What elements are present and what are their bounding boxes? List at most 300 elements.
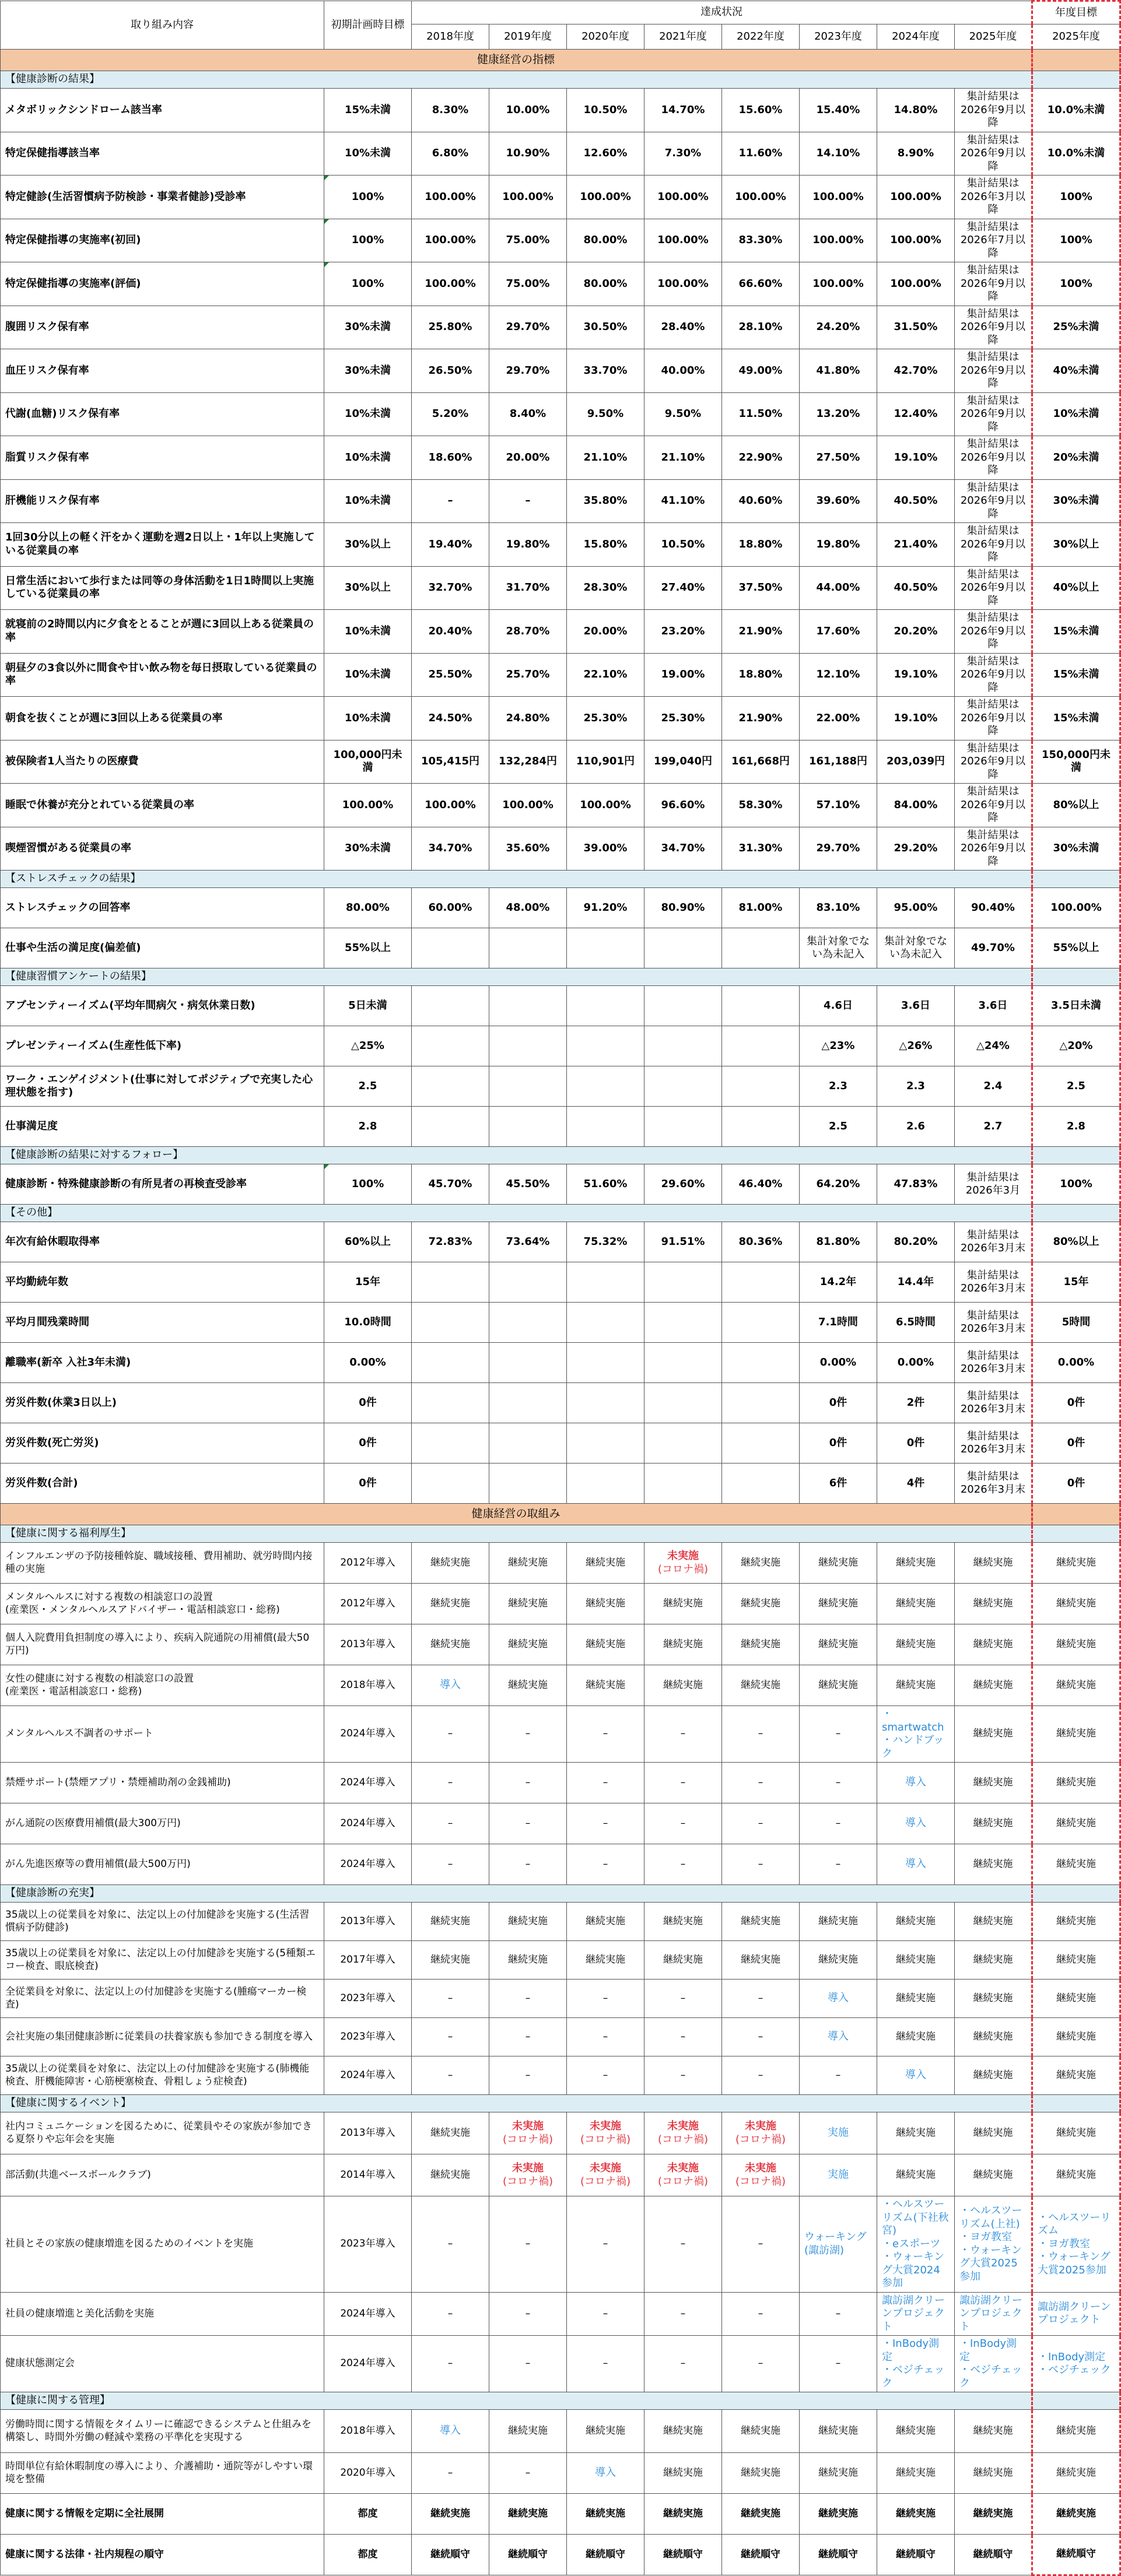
section-initiatives-target-col — [1032, 1504, 1120, 1525]
year-header-2018年度: 2018年度 — [412, 24, 489, 50]
value-2018年度: 継続実施 — [412, 2154, 489, 2196]
value-2019年度: – — [489, 2018, 567, 2056]
value-2019年度: 75.00% — [489, 219, 567, 262]
value-2020年度: 導入 — [567, 2453, 644, 2494]
value-2025年度: 継続実施 — [955, 1803, 1032, 1844]
indicator-group-title — [1, 1147, 1120, 1164]
value-2023年度: 継続実施 — [800, 2410, 877, 2453]
value-2020年度: 継続実施 — [567, 1584, 644, 1624]
value-2023年度: 19.80% — [800, 523, 877, 567]
row-label: メタボリックシンドローム該当率 — [1, 89, 324, 132]
value-2023年度: 集計対象でない為未記入 — [800, 928, 877, 968]
value-2025年度: 継続実施 — [955, 2410, 1032, 2453]
table-row — [1, 784, 1120, 827]
row-label: インフルエンザの予防接種斡旋、職域接種、費用補助、就労時間内接種の実施 — [1, 1543, 324, 1584]
value-2022年度: 37.50% — [722, 566, 800, 610]
value-2018年度: – — [412, 1844, 489, 1885]
value-2025年度: 継続実施 — [955, 1941, 1032, 1980]
value-2020年度: 25.30% — [567, 697, 644, 740]
indicator-group-title-target-col — [1032, 968, 1120, 986]
value-2022年度: 58.30% — [722, 784, 800, 827]
value-2019年度: 継続実施 — [489, 1624, 567, 1665]
value-2022年度: 18.80% — [722, 523, 800, 567]
value-2023年度: – — [800, 1803, 877, 1844]
table-row — [1, 2535, 1120, 2575]
value-2024年度: ・smartwatch ・ハンドブック — [877, 1706, 955, 1763]
value-2022年度: 継続実施 — [722, 1624, 800, 1665]
value-2021年度: – — [644, 2336, 722, 2392]
value-2025年度: 継続実施 — [955, 2018, 1032, 2056]
not-implemented-reason: (コロナ禍) — [735, 2133, 786, 2146]
header-achievement: 達成状況 — [412, 1, 1032, 24]
value-2023年度: 実施 — [800, 2112, 877, 2154]
row-label: 35歳以上の従業員を対象に、法定以上の付加健診を実施する(肺機能検査、肝機能障害・心筋梗塞検査、骨粗しょう症検査) — [1, 2056, 324, 2095]
value-2018年度: 継続実施 — [412, 1903, 489, 1941]
row-annual-target: ・InBody測定 ・ベジチェック — [1032, 2336, 1120, 2392]
row-start-year: 2018年導入 — [324, 2410, 412, 2453]
value-2023年度: 6件 — [800, 1464, 877, 1504]
value-2020年度: 10.50% — [567, 89, 644, 132]
table-row — [1, 523, 1120, 567]
row-start-year: 2014年導入 — [324, 2154, 412, 2196]
row-initial-target: 30%未満 — [324, 349, 412, 393]
value-2025年度: 継続実施 — [955, 2112, 1032, 2154]
row-label: 肝機能リスク保有率 — [1, 479, 324, 523]
not-implemented-reason: (コロナ禍) — [580, 2133, 631, 2146]
year-header-2019年度: 2019年度 — [489, 24, 567, 50]
value-2024年度: 203,039円 — [877, 740, 955, 784]
value-2023年度: 継続実施 — [800, 1665, 877, 1706]
table-row — [1, 176, 1120, 219]
value-2024年度: 継続実施 — [877, 1624, 955, 1665]
value-2021年度: – — [644, 2056, 722, 2095]
table-row — [1, 1706, 1120, 1763]
value-2024年度: 導入 — [877, 1803, 955, 1844]
value-2025年度: 集計結果は 2026年3月末 — [955, 1383, 1032, 1423]
value-2024年度: 40.50% — [877, 566, 955, 610]
value-2023年度: 100.00% — [800, 262, 877, 306]
row-annual-target: 15%未満 — [1032, 697, 1120, 740]
value-2025年度: 49.70% — [955, 928, 1032, 968]
value-2018年度 — [412, 1423, 489, 1464]
value-2018年度: – — [412, 2018, 489, 2056]
value-2023年度: 継続実施 — [800, 2494, 877, 2535]
value-2020年度: – — [567, 1803, 644, 1844]
table-row — [1, 1222, 1120, 1262]
value-2021年度: 100.00% — [644, 262, 722, 306]
value-2022年度: – — [722, 2018, 800, 2056]
not-implemented-text: 未実施 — [512, 2162, 544, 2174]
table-row — [1, 1665, 1120, 1706]
value-2021年度: – — [644, 2196, 722, 2293]
value-2025年度: 継続順守 — [955, 2535, 1032, 2575]
row-label: 離職率(新卒 入社3年未満) — [1, 1343, 324, 1383]
initiative-group-title-label: 【健康診断の充実】 — [1, 1885, 1032, 1903]
value-2019年度: 継続実施 — [489, 2494, 567, 2535]
row-annual-target: 継続実施 — [1032, 2453, 1120, 2494]
value-2018年度: 継続順守 — [412, 2535, 489, 2575]
value-2019年度: 132,284円 — [489, 740, 567, 784]
not-implemented-reason: (コロナ禍) — [657, 2133, 709, 2146]
table-row — [1, 928, 1120, 968]
value-2025年度: 継続実施 — [955, 1706, 1032, 1763]
section-indicators — [1, 50, 1120, 71]
value-2025年度: 集計結果は 2026年7月以降 — [955, 219, 1032, 262]
value-2023年度: 24.20% — [800, 306, 877, 349]
value-2022年度: – — [722, 2196, 800, 2293]
value-2021年度 — [644, 1543, 722, 1584]
value-2022年度: 11.60% — [722, 132, 800, 176]
value-2024年度: 95.00% — [877, 888, 955, 928]
row-initial-target: 100,000円未満 — [324, 740, 412, 784]
value-2025年度: 集計結果は 2026年3月末 — [955, 1343, 1032, 1383]
row-annual-target: 20%未満 — [1032, 436, 1120, 480]
value-2020年度: 39.00% — [567, 827, 644, 871]
initiative-group-title-label: 【健康に関する福利厚生】 — [1, 1525, 1032, 1543]
value-2024年度: ・ヘルスツーリズム(下社秋宮) ・eスポーツ ・ウォーキング大賞2024参加 — [877, 2196, 955, 2293]
value-2025年度: 集計結果は 2026年9月以降 — [955, 523, 1032, 567]
value-2021年度: 27.40% — [644, 566, 722, 610]
value-2018年度: 100.00% — [412, 262, 489, 306]
value-2018年度: – — [412, 2336, 489, 2392]
row-label: 労災件数(休業3日以上) — [1, 1383, 324, 1423]
value-2025年度: 90.40% — [955, 888, 1032, 928]
row-start-year: 2017年導入 — [324, 1941, 412, 1980]
row-annual-target: 継続実施 — [1032, 1763, 1120, 1803]
value-2018年度: – — [412, 2056, 489, 2095]
value-2022年度: 66.60% — [722, 262, 800, 306]
value-2025年度: 集計結果は 2026年9月以降 — [955, 436, 1032, 480]
value-2020年度: – — [567, 2292, 644, 2336]
row-annual-target: 3.5日未満 — [1032, 986, 1120, 1026]
value-2021年度: 継続実施 — [644, 1941, 722, 1980]
row-annual-target: 継続実施 — [1032, 1980, 1120, 2018]
row-initial-target: 2.5 — [324, 1066, 412, 1107]
value-2018年度: – — [412, 1763, 489, 1803]
value-2022年度: 11.50% — [722, 392, 800, 436]
value-2025年度: 集計結果は 2026年9月以降 — [955, 653, 1032, 697]
year-header-2023年度: 2023年度 — [800, 24, 877, 50]
value-2018年度 — [412, 1383, 489, 1423]
row-annual-target: 40%未満 — [1032, 349, 1120, 393]
value-2022年度 — [722, 1262, 800, 1303]
value-2018年度: 継続実施 — [412, 1624, 489, 1665]
value-2019年度: 29.70% — [489, 306, 567, 349]
indicator-group-title-label: 【ストレスチェックの結果】 — [1, 871, 1032, 888]
value-2025年度: 継続実施 — [955, 2494, 1032, 2535]
indicator-group-title — [1, 871, 1120, 888]
value-2021年度 — [644, 1262, 722, 1303]
row-start-year: 2024年導入 — [324, 1763, 412, 1803]
value-2022年度: 継続実施 — [722, 1584, 800, 1624]
value-2023年度: 0件 — [800, 1423, 877, 1464]
value-2025年度: 継続実施 — [955, 2154, 1032, 2196]
value-2018年度: – — [412, 479, 489, 523]
value-2024年度: 継続実施 — [877, 1543, 955, 1584]
table-row — [1, 2196, 1120, 2293]
table-row — [1, 827, 1120, 871]
value-2021年度 — [644, 1464, 722, 1504]
table-row — [1, 1262, 1120, 1303]
row-start-year: 2023年導入 — [324, 1980, 412, 2018]
value-2023年度: 導入 — [800, 2018, 877, 2056]
value-2019年度: 25.70% — [489, 653, 567, 697]
row-annual-target: 0.00% — [1032, 1343, 1120, 1383]
table-row — [1, 1903, 1120, 1941]
value-2023年度: 22.00% — [800, 697, 877, 740]
value-2023年度: 14.2年 — [800, 1262, 877, 1303]
value-2021年度: – — [644, 1980, 722, 2018]
table-row — [1, 349, 1120, 393]
value-2019年度: 継続実施 — [489, 1903, 567, 1941]
not-implemented-text: 未実施 — [512, 2120, 544, 2132]
not-implemented-reason: (コロナ禍) — [502, 2133, 554, 2146]
value-2020年度: 20.00% — [567, 610, 644, 654]
value-2021年度: – — [644, 2018, 722, 2056]
row-label: 特定保健指導の実施率(評価) — [1, 262, 324, 306]
row-initial-target: 15%未満 — [324, 89, 412, 132]
value-2025年度: 集計結果は 2026年3月 — [955, 1164, 1032, 1205]
value-2025年度: 継続実施 — [955, 1763, 1032, 1803]
row-label: 被保険者1人当たりの医療費 — [1, 740, 324, 784]
row-initial-target: △25% — [324, 1026, 412, 1066]
value-2022年度: 81.00% — [722, 888, 800, 928]
row-initial-target: 10%未満 — [324, 697, 412, 740]
value-2022年度: – — [722, 2056, 800, 2095]
row-annual-target: 2.8 — [1032, 1107, 1120, 1147]
row-annual-target: 10.0%未満 — [1032, 132, 1120, 176]
row-annual-target: 15%未満 — [1032, 653, 1120, 697]
row-annual-target: 継続実施 — [1032, 1706, 1120, 1763]
row-initial-target: 100% — [324, 176, 412, 219]
value-2025年度: 集計結果は 2026年9月以降 — [955, 827, 1032, 871]
row-initial-target: 10%未満 — [324, 436, 412, 480]
row-annual-target: 継続実施 — [1032, 2494, 1120, 2535]
row-initial-target: 100.00% — [324, 784, 412, 827]
value-2021年度: – — [644, 1763, 722, 1803]
not-implemented-reason: (コロナ禍) — [735, 2175, 786, 2188]
initiative-group-title-label: 【健康に関する管理】 — [1, 2392, 1032, 2410]
table-row — [1, 1763, 1120, 1803]
row-label: 特定保健指導該当率 — [1, 132, 324, 176]
table-row — [1, 1941, 1120, 1980]
value-2021年度: 9.50% — [644, 392, 722, 436]
value-2020年度: 9.50% — [567, 392, 644, 436]
row-initial-target: 10%未満 — [324, 610, 412, 654]
value-2023年度: – — [800, 1844, 877, 1885]
value-2024年度: 19.10% — [877, 653, 955, 697]
value-2024年度: 導入 — [877, 2056, 955, 2095]
value-2024年度: 継続実施 — [877, 2112, 955, 2154]
value-2021年度: 10.50% — [644, 523, 722, 567]
row-start-year: 2012年導入 — [324, 1584, 412, 1624]
row-label: ストレスチェックの回答率 — [1, 888, 324, 928]
value-2021年度: 100.00% — [644, 219, 722, 262]
value-2019年度: – — [489, 479, 567, 523]
row-start-year: 都度 — [324, 2535, 412, 2575]
value-2025年度: 集計結果は 2026年3月末 — [955, 1423, 1032, 1464]
row-label: 血圧リスク保有率 — [1, 349, 324, 393]
value-2021年度: 80.90% — [644, 888, 722, 928]
value-2019年度 — [489, 1066, 567, 1107]
value-2024年度: 31.50% — [877, 306, 955, 349]
value-2018年度: 100.00% — [412, 219, 489, 262]
value-2021年度 — [644, 2154, 722, 2196]
row-annual-target: 55%以上 — [1032, 928, 1120, 968]
value-2022年度: 161,668円 — [722, 740, 800, 784]
value-2022年度: 15.60% — [722, 89, 800, 132]
value-2019年度 — [489, 986, 567, 1026]
value-2020年度: 継続実施 — [567, 1543, 644, 1584]
table-row — [1, 262, 1120, 306]
value-2019年度: 10.00% — [489, 89, 567, 132]
table-row — [1, 479, 1120, 523]
row-annual-target: 0件 — [1032, 1423, 1120, 1464]
table-row — [1, 1980, 1120, 2018]
value-2024年度: 40.50% — [877, 479, 955, 523]
value-2020年度 — [567, 1066, 644, 1107]
not-implemented-text: 未実施 — [667, 2162, 699, 2174]
value-2023年度: – — [800, 2336, 877, 2392]
indicator-group-title-label: 【健康診断の結果】 — [1, 71, 1032, 89]
value-2020年度: 28.30% — [567, 566, 644, 610]
value-2019年度: 19.80% — [489, 523, 567, 567]
row-annual-target: 継続実施 — [1032, 1543, 1120, 1584]
value-2022年度: 継続実施 — [722, 1941, 800, 1980]
value-2019年度: 継続実施 — [489, 2410, 567, 2453]
row-initial-target: 55%以上 — [324, 928, 412, 968]
section-indicators-target-col — [1032, 50, 1120, 71]
table-row — [1, 740, 1120, 784]
value-2021年度 — [644, 1383, 722, 1423]
row-initial-target: 0.00% — [324, 1343, 412, 1383]
value-2024年度: 14.4年 — [877, 1262, 955, 1303]
value-2022年度 — [722, 2154, 800, 2196]
row-annual-target: 2.5 — [1032, 1066, 1120, 1107]
table-row — [1, 1343, 1120, 1383]
value-2025年度: 集計結果は 2026年3月末 — [955, 1222, 1032, 1262]
table-row — [1, 436, 1120, 480]
value-2019年度: – — [489, 2056, 567, 2095]
value-2022年度 — [722, 1026, 800, 1066]
value-2025年度: 継続実施 — [955, 2056, 1032, 2095]
row-annual-target: 10.0%未満 — [1032, 89, 1120, 132]
value-2019年度: 20.00% — [489, 436, 567, 480]
value-2020年度 — [567, 2154, 644, 2196]
row-annual-target: 継続実施 — [1032, 2154, 1120, 2196]
row-annual-target: △20% — [1032, 1026, 1120, 1066]
value-2023年度: – — [800, 2292, 877, 2336]
row-label: 就寝前の2時間以内に夕食をとることが週に3回以上ある従業員の率 — [1, 610, 324, 654]
value-2019年度 — [489, 1262, 567, 1303]
row-annual-target: 継続実施 — [1032, 1584, 1120, 1624]
value-2018年度: – — [412, 1706, 489, 1763]
value-2023年度: 12.10% — [800, 653, 877, 697]
value-2020年度: 継続順守 — [567, 2535, 644, 2575]
value-2018年度: 32.70% — [412, 566, 489, 610]
row-label: 仕事や生活の満足度(偏差値) — [1, 928, 324, 968]
row-initial-target: 30%未満 — [324, 827, 412, 871]
row-label: ワーク・エンゲイジメント(仕事に対してポジティブで充実した心理状態を指す) — [1, 1066, 324, 1107]
row-initial-target: 10.0時間 — [324, 1303, 412, 1343]
row-annual-target: 100% — [1032, 219, 1120, 262]
row-start-year: 2024年導入 — [324, 1803, 412, 1844]
value-2021年度: 継続実施 — [644, 2453, 722, 2494]
value-2023年度: 161,188円 — [800, 740, 877, 784]
value-2025年度: ・InBody測定 ・ベジチェック — [955, 2336, 1032, 2392]
value-2022年度: 46.40% — [722, 1164, 800, 1205]
table-row — [1, 2154, 1120, 2196]
value-2025年度: 継続実施 — [955, 1844, 1032, 1885]
value-2025年度: 継続実施 — [955, 1624, 1032, 1665]
row-label: 女性の健康に対する複数の相談窓口の設置 (産業医・電話相談窓口・総務) — [1, 1665, 324, 1706]
value-2019年度: 45.50% — [489, 1164, 567, 1205]
value-2024年度: 29.20% — [877, 827, 955, 871]
indicator-group-title-label: 【健康診断の結果に対するフォロー】 — [1, 1147, 1032, 1164]
value-2024年度: 継続実施 — [877, 2453, 955, 2494]
value-2020年度: 継続実施 — [567, 1941, 644, 1980]
value-2024年度: 100.00% — [877, 219, 955, 262]
row-annual-target: 15年 — [1032, 1262, 1120, 1303]
row-annual-target: 100% — [1032, 262, 1120, 306]
value-2020年度: 15.80% — [567, 523, 644, 567]
value-2022年度: 31.30% — [722, 827, 800, 871]
value-2021年度: 91.51% — [644, 1222, 722, 1262]
value-2020年度 — [567, 1423, 644, 1464]
not-implemented-text: 未実施 — [745, 2120, 776, 2132]
row-annual-target: 15%未満 — [1032, 610, 1120, 654]
value-2018年度: 20.40% — [412, 610, 489, 654]
value-2019年度: 75.00% — [489, 262, 567, 306]
row-label: 35歳以上の従業員を対象に、法定以上の付加健診を実施する(5種類エコー検査、眼底検査) — [1, 1941, 324, 1980]
value-2024年度: 3.6日 — [877, 986, 955, 1026]
value-2023年度: 2.3 — [800, 1066, 877, 1107]
table-row — [1, 1803, 1120, 1844]
row-annual-target: 100% — [1032, 176, 1120, 219]
table-row — [1, 2112, 1120, 2154]
row-start-year: 2024年導入 — [324, 2292, 412, 2336]
row-annual-target: 30%以上 — [1032, 523, 1120, 567]
table-row — [1, 1624, 1120, 1665]
not-implemented-text: 未実施 — [667, 2120, 699, 2132]
value-2019年度 — [489, 1383, 567, 1423]
value-2022年度: 継続実施 — [722, 2453, 800, 2494]
value-2018年度: 導入 — [412, 2410, 489, 2453]
table-body — [1, 50, 1120, 2575]
value-2020年度: 21.10% — [567, 436, 644, 480]
value-2023年度: 100.00% — [800, 219, 877, 262]
value-2025年度: 継続実施 — [955, 1584, 1032, 1624]
value-2022年度: 継続実施 — [722, 1903, 800, 1941]
value-2024年度: 21.40% — [877, 523, 955, 567]
value-2023年度: 14.10% — [800, 132, 877, 176]
value-2021年度: 継続実施 — [644, 1665, 722, 1706]
row-label: 部活動(共進ベースボールクラブ) — [1, 2154, 324, 2196]
value-2022年度: 49.00% — [722, 349, 800, 393]
value-2019年度: – — [489, 2196, 567, 2293]
value-2023年度: 17.60% — [800, 610, 877, 654]
value-2022年度 — [722, 1383, 800, 1423]
value-2024年度: 6.5時間 — [877, 1303, 955, 1343]
value-2019年度 — [489, 1464, 567, 1504]
value-2021年度: 継続実施 — [644, 1584, 722, 1624]
indicator-group-title-target-col — [1032, 1205, 1120, 1222]
value-2019年度 — [489, 1303, 567, 1343]
row-initial-target: 15年 — [324, 1262, 412, 1303]
value-2025年度: 継続実施 — [955, 1665, 1032, 1706]
indicator-group-title — [1, 968, 1120, 986]
table-row — [1, 1164, 1120, 1205]
